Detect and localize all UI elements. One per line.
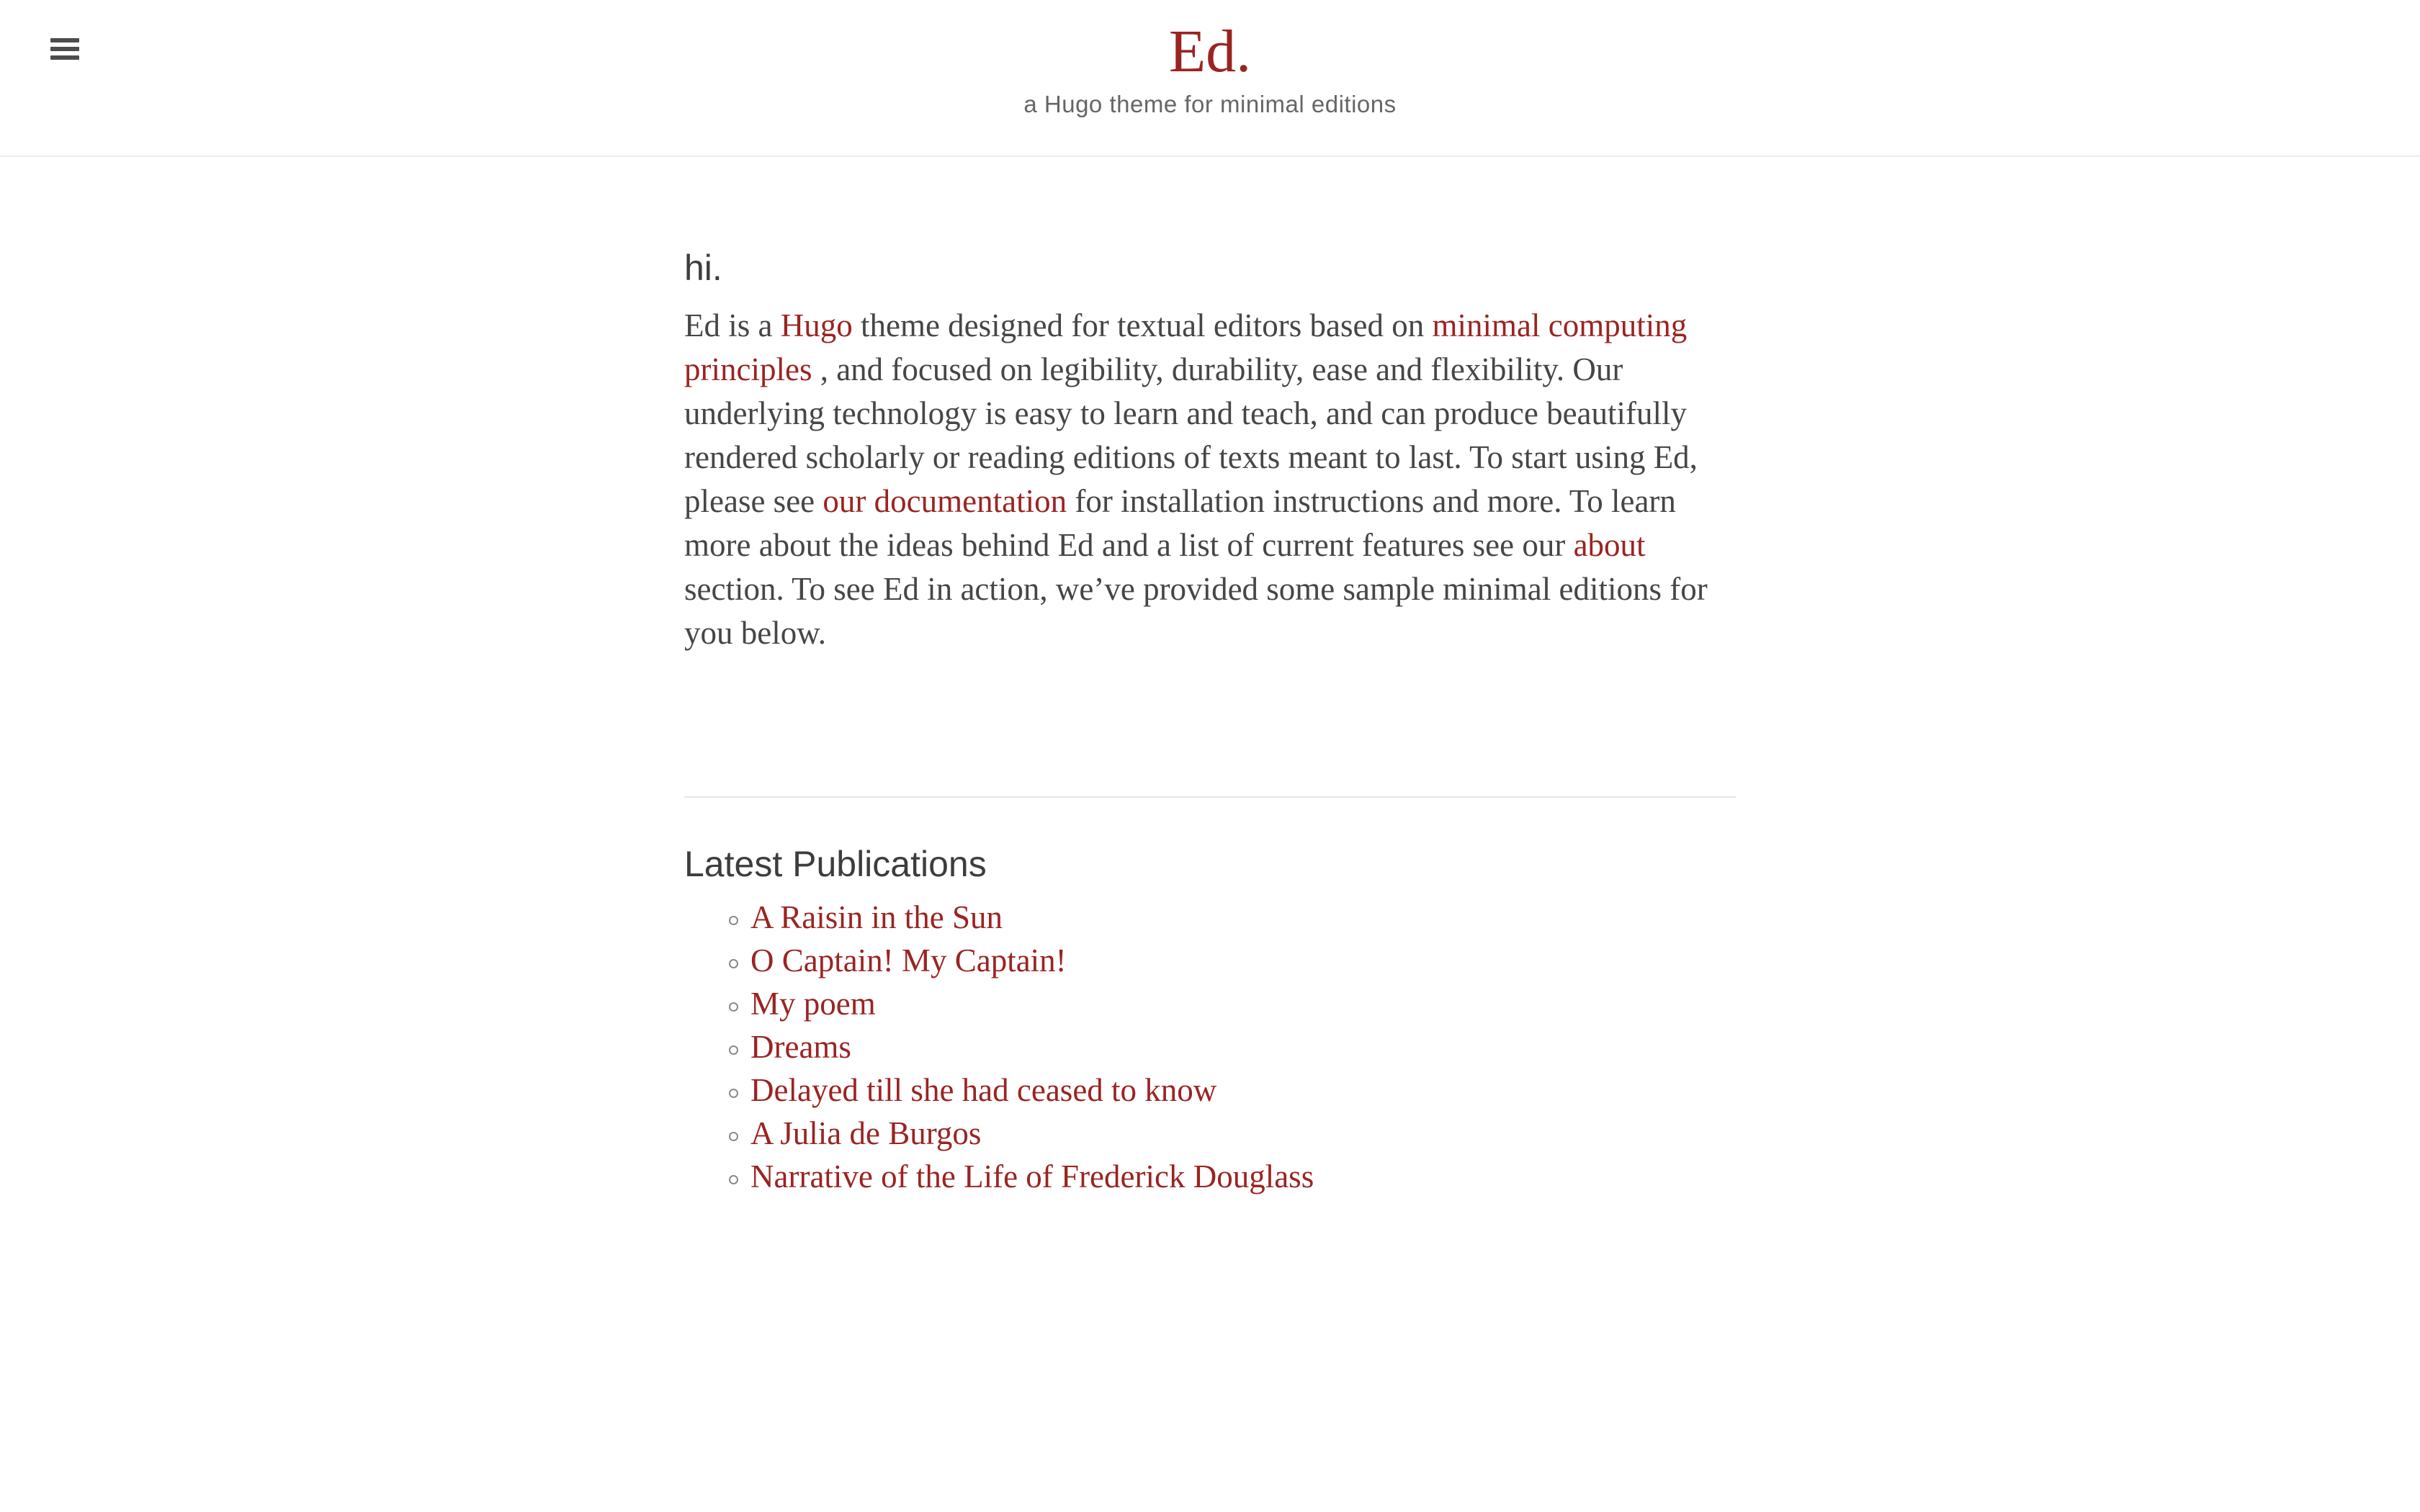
inline-link[interactable]: minimal computing principles [684, 307, 1688, 387]
publications-list [684, 896, 1736, 1198]
publication-link[interactable]: My poem [750, 986, 876, 1022]
greeting-heading: hi. [684, 248, 722, 288]
publication-link[interactable]: A Raisin in the Sun [750, 899, 1003, 935]
menu-button[interactable] [50, 38, 79, 60]
paragraph-text: , and focused on legibility, durability, ease and flexibility. Our underlying technology is easy to learn and teach, and can produce beautifully rendered scholarly or reading editions of texts meant to last. To start using Ed, please see [684, 351, 1698, 519]
publication-link[interactable]: O Captain! My Captain! [750, 942, 1067, 978]
publication-link[interactable]: Delayed till she had ceased to know [750, 1072, 1217, 1108]
list-item [684, 1155, 1736, 1198]
site-header [0, 0, 2420, 157]
list-item [684, 1112, 1736, 1155]
list-item [684, 1068, 1736, 1112]
publication-link[interactable]: Dreams [750, 1029, 851, 1065]
paragraph-text: Ed is a [684, 307, 781, 343]
list-item [684, 939, 1736, 982]
hamburger-bar [50, 55, 79, 60]
paragraph-text: for installation instructions and more. To learn more about the ideas behind Ed and a list of current features see our [684, 483, 1676, 563]
site-subtitle: a Hugo theme for minimal editions [1023, 91, 1397, 117]
hamburger-icon [50, 38, 79, 42]
publication-link[interactable]: Narrative of the Life of Frederick Douglass [750, 1158, 1314, 1194]
section-divider [684, 796, 1736, 798]
hamburger-bar [50, 47, 79, 51]
inline-link[interactable]: Hugo [780, 307, 853, 343]
paragraph-text: theme designed for textual editors based on [852, 307, 1433, 343]
publications-heading: Latest Publications [684, 844, 987, 884]
paragraph-text: section. To see Ed in action, we’ve provided some sample minimal editions for you below. [684, 571, 1708, 651]
site-title-link[interactable]: Ed. [1168, 18, 1252, 85]
list-item [684, 1025, 1736, 1068]
publication-link[interactable]: A Julia de Burgos [750, 1115, 982, 1151]
inline-link[interactable]: our documentation [823, 483, 1067, 519]
list-item [684, 982, 1736, 1025]
intro-paragraph [684, 304, 1736, 655]
list-item [684, 896, 1736, 939]
inline-link[interactable]: about [1573, 527, 1646, 563]
main-content [684, 248, 1736, 1198]
